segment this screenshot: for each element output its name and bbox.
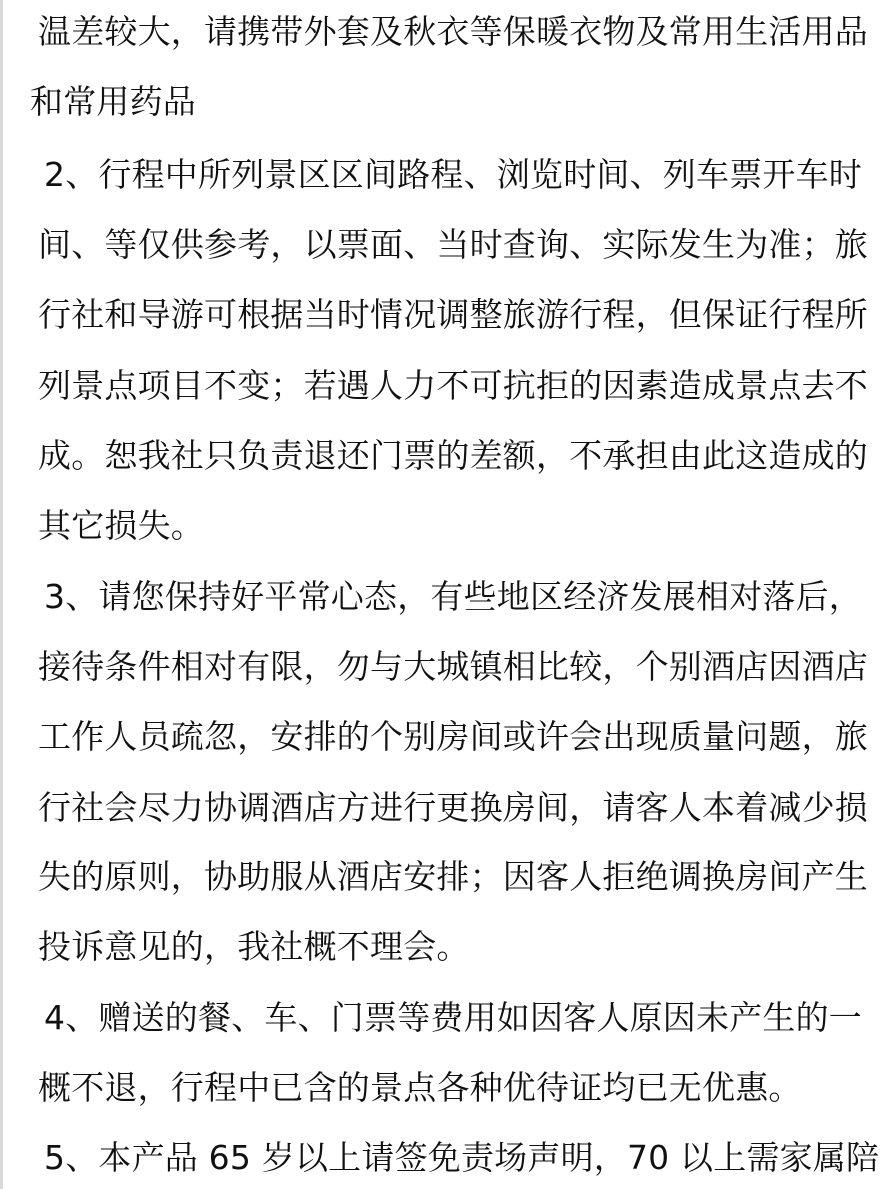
text-line: 接待条件相对有限，勿与大城镇相比较，个别酒店因酒店	[38, 647, 868, 686]
text-line: 行社会尽力协调酒店方进行更换房间，请客人本着减少损	[38, 788, 868, 827]
text-line: 3、请您保持好平常心态，有些地区经济发展相对落后，	[44, 577, 862, 616]
text-line: 2、行程中所列景区区间路程、浏览时间、列车票开车时	[44, 155, 862, 194]
text-line: 温差较大，请携带外套及秋衣等保暖衣物及常用生活用品	[38, 12, 868, 51]
text-line: 列景点项目不变；若遇人力不可抗拒的因素造成景点去不	[38, 366, 868, 405]
text-line: 工作人员疏忽，安排的个别房间或许会出现质量问题，旅	[38, 717, 868, 756]
text-line: 成。恕我社只负责退还门票的差额，不承担由此这造成的	[38, 436, 868, 475]
text-line: 行社和导游可根据当时情况调整旅游行程，但保证行程所	[38, 295, 868, 334]
text-line: 5、本产品 65 岁以上请签免责场声明，70 以上需家属陪	[44, 1138, 880, 1177]
text-line: 投诉意见的，我社概不理会。	[38, 927, 470, 966]
text-line: 其它损失。	[38, 506, 204, 545]
text-line: 概不退，行程中已含的景点各种优待证均已无优惠。	[38, 1068, 802, 1107]
text-line: 4、赠送的餐、车、门票等费用如因客人原因未产生的一	[44, 998, 862, 1037]
text-line: 和常用药品	[30, 82, 196, 121]
text-line: 失的原则，协助服从酒店安排；因客人拒绝调换房间产生	[38, 857, 868, 896]
text-line: 间、等仅供参考，以票面、当时查询、实际发生为准；旅	[38, 225, 868, 264]
